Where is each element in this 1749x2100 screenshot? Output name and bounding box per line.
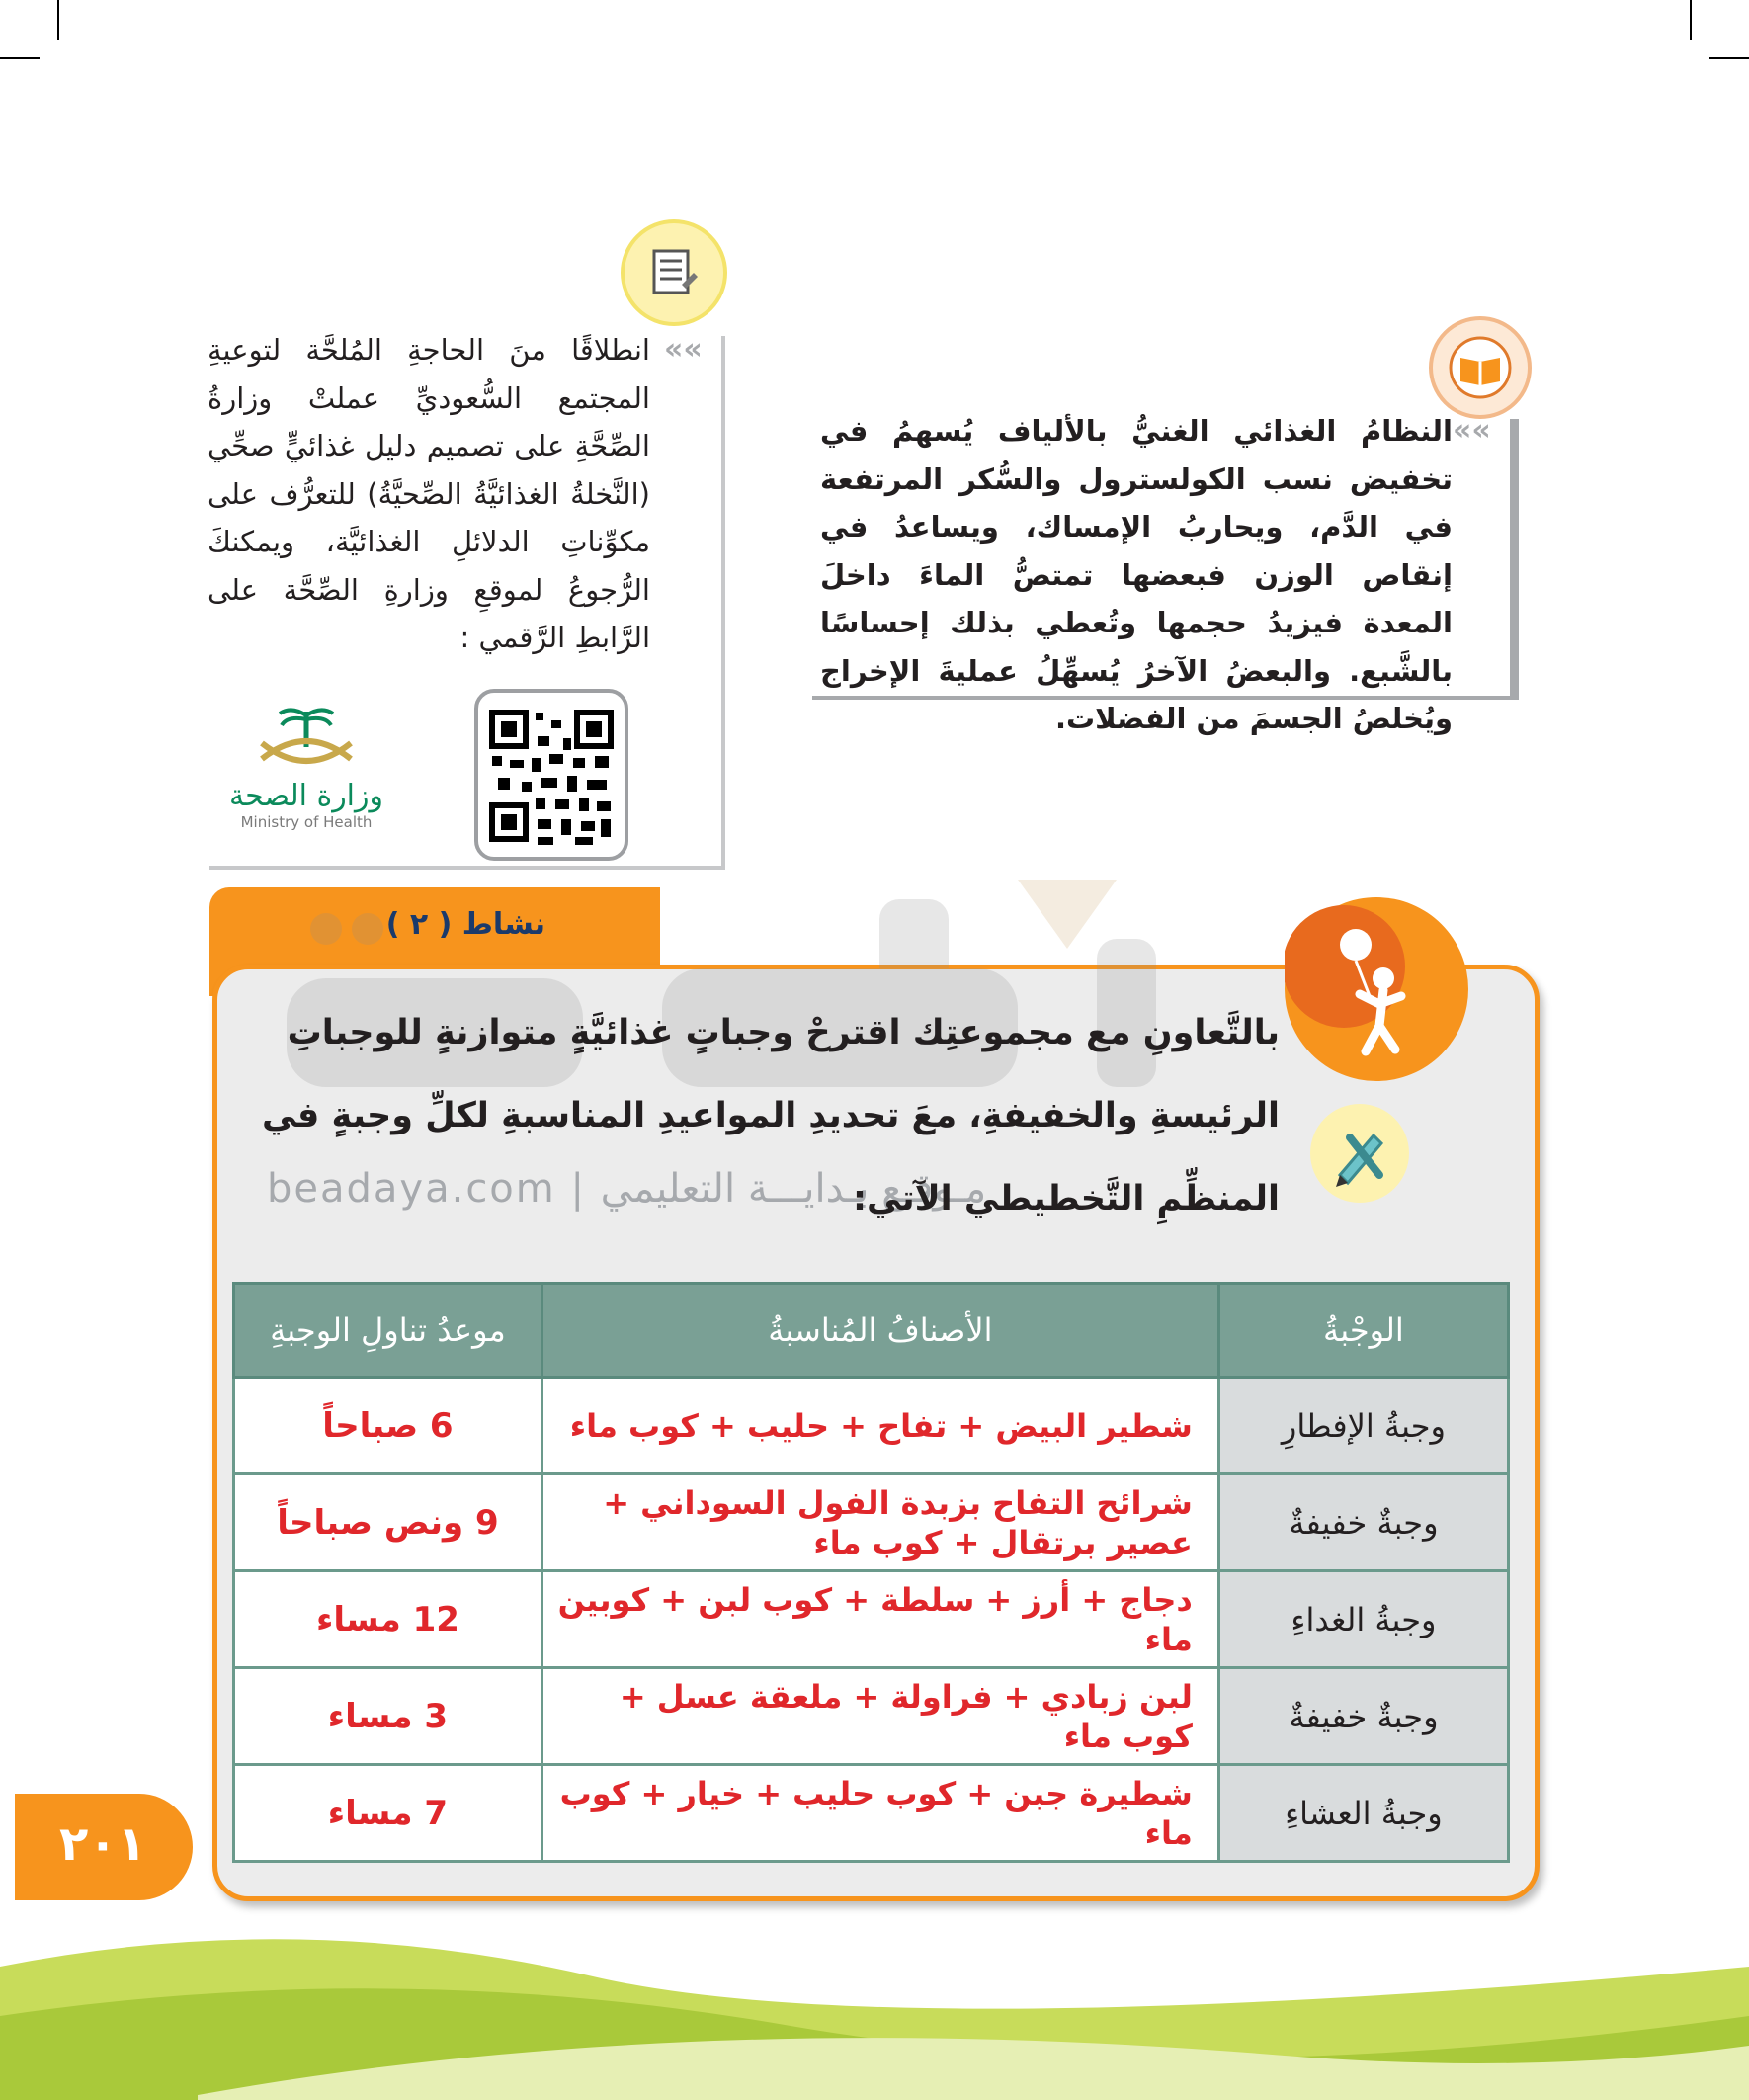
book-icon bbox=[1429, 316, 1532, 419]
meal-items[interactable]: شطيرة جبن + كوب حليب + خيار + كوب ماء bbox=[541, 1765, 1218, 1862]
crop-mark bbox=[0, 57, 40, 59]
meal-items[interactable]: شطير البيض + تفاح + حليب + كوب ماء bbox=[541, 1378, 1218, 1474]
meal-time[interactable]: 6 صباحاً bbox=[234, 1378, 542, 1474]
info-text: انطلاقًا منَ الحاجةِ المُلحَّة لتوعيةِ المجتمع السُّعوديِّ عملتْ وزارةُ الصِّحَّةِ على تصميم دليل غذائيٍّ صحِّي (النَّخلةُ الغذائيَّةُ الصِّحيَّةُ) للتعرُّف على مكوِّناتِ الدلائلِ الغذائيَّة، ويمكنكَ الرُّجوعُ لموقعِ وزارةِ الصِّحَّة على الرَّابطِ الرَّقمي : bbox=[208, 333, 650, 654]
table-header-time: موعدُ تناولِ الوجبةِ bbox=[234, 1284, 542, 1378]
meal-name: وجبةُ العشاءِ bbox=[1218, 1765, 1508, 1862]
quote-mark: »» bbox=[664, 332, 703, 367]
meal-items[interactable]: لبن زبادي + فراولة + ملعقة عسل + كوب ماء bbox=[541, 1668, 1218, 1765]
meal-name: وجبةُ الإفطارِ bbox=[1218, 1378, 1508, 1474]
ministry-logo-english: Ministry of Health bbox=[240, 813, 373, 831]
quote-mark: »» bbox=[1453, 413, 1491, 448]
activity-title: نشاط ( ٢ ) bbox=[385, 907, 545, 942]
ministry-logo-arabic: وزارة الصحة bbox=[229, 779, 383, 813]
table-row bbox=[234, 1571, 1509, 1668]
ministry-logo bbox=[222, 704, 390, 842]
meal-time[interactable]: 3 مساء bbox=[234, 1668, 542, 1765]
meal-time[interactable]: 7 مساء bbox=[234, 1765, 542, 1862]
meal-items[interactable]: دجاج + أرز + سلطة + كوب لبن + كوبين ماء bbox=[541, 1571, 1218, 1668]
table-row bbox=[234, 1765, 1509, 1862]
qr-code[interactable] bbox=[474, 689, 628, 861]
meal-items[interactable]: شرائح التفاح بزبدة الفول السوداني + عصير برتقال + كوب ماء bbox=[541, 1474, 1218, 1571]
fact-text: النظامُ الغذائي الغنيُّ بالألياف يُسهمُ في تخفيض نسب الكولسترول والسُّكر المرتفعة في الدَّم، ويحاربُ الإمساك، ويساعدُ في إنقاص الوزن فبعضها تمتصُّ الماءَ داخلَ المعدة فيزيدُ حجمها وتُعطي بذلك إحساسًا بالشَّبع. والبعضُ الآخرُ يُسهِّلُ عمليةَ الإخراج ويُخلصُ الجسمَ من الفضلات. bbox=[820, 414, 1453, 735]
footer-green-waves bbox=[0, 1907, 1749, 2100]
table-row bbox=[234, 1378, 1509, 1474]
meals-table bbox=[232, 1282, 1510, 1863]
meal-time[interactable]: 9 ونص صباحاً bbox=[234, 1474, 542, 1571]
meal-name: وجبةُ الغداءِ bbox=[1218, 1571, 1508, 1668]
meal-name: وجبةٌ خفيفةٌ bbox=[1218, 1668, 1508, 1765]
meal-name: وجبةٌ خفيفةٌ bbox=[1218, 1474, 1508, 1571]
table-row bbox=[234, 1668, 1509, 1765]
activity-instruction: بالتَّعاونِ مع مجموعتِك اقترحْ وجباتٍ غذائيَّةٍ متوازنةٍ للوجباتِ الرئيسةِ والخفيفةِ، معَ تحديدِ المواعيدِ المناسبةِ لكلِّ وجبةٍ في المنظِّمِ التَّخطيطي الآتي: bbox=[262, 1013, 1280, 1218]
crop-mark bbox=[1690, 0, 1692, 40]
watermark-text: beadaya.com | مـوقـع بـدايـــة التعليمي bbox=[267, 1166, 987, 1212]
crop-mark bbox=[57, 0, 59, 40]
table-header-items: الأصنافُ المُناسبةُ bbox=[541, 1284, 1218, 1378]
crop-mark bbox=[1709, 57, 1749, 59]
meal-time[interactable]: 12 مساء bbox=[234, 1571, 542, 1668]
table-header-meal: الوجْبةُ bbox=[1218, 1284, 1508, 1378]
table-row bbox=[234, 1474, 1509, 1571]
note-icon bbox=[621, 219, 727, 326]
page-number: ٢٠١ bbox=[59, 1816, 146, 1872]
